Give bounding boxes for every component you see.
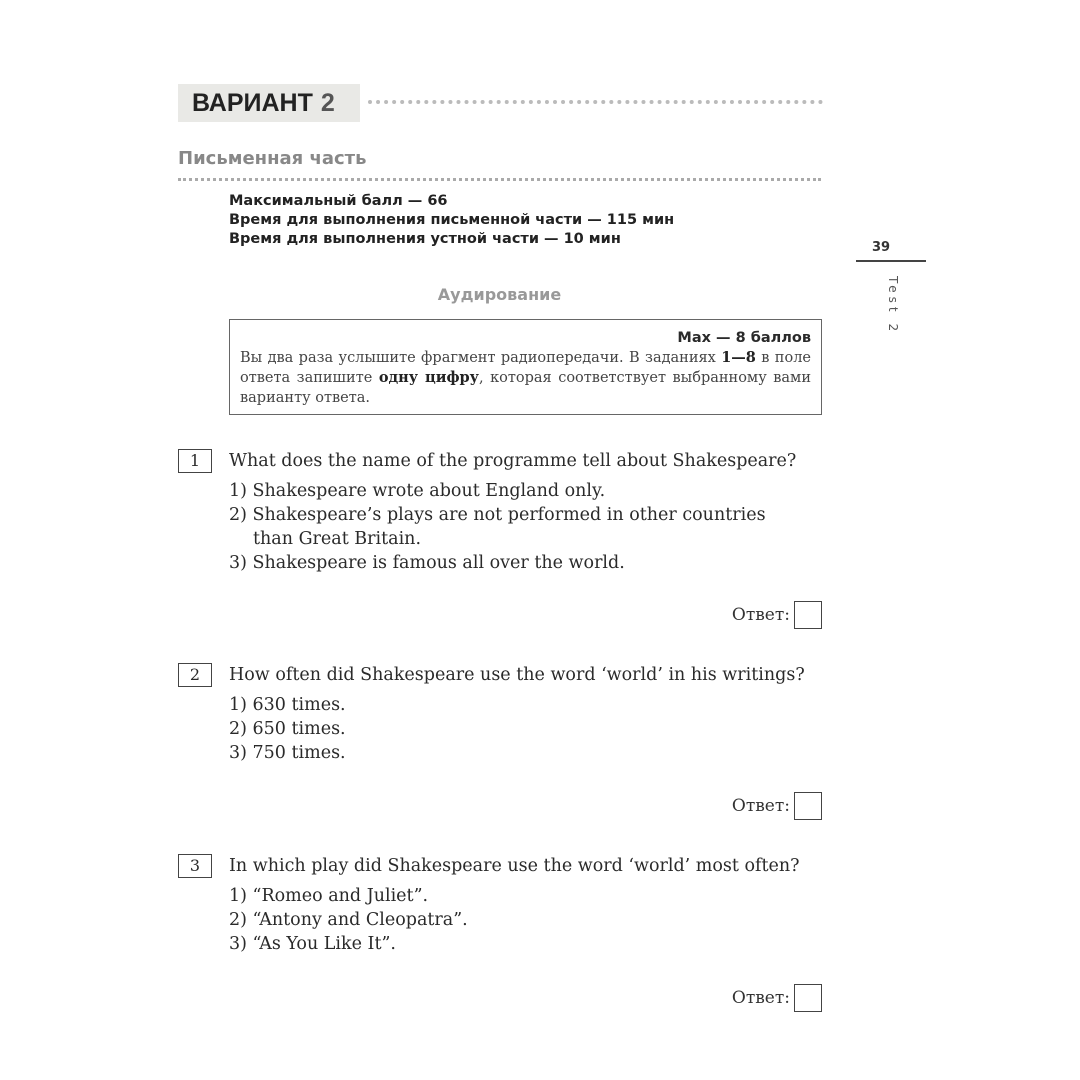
option-1: 1) Shakespeare wrote about England only. xyxy=(229,481,606,501)
option-2: 2) “Antony and Cleopatra”. xyxy=(229,910,468,930)
option-3: 3) Shakespeare is famous all over the world. xyxy=(229,553,625,573)
instructions-text xyxy=(240,348,811,408)
question-text: What does the name of the programme tell about Shakespeare? xyxy=(229,451,797,471)
page-number-rule xyxy=(856,260,926,262)
question-2 xyxy=(178,663,822,823)
info-written-time: Время для выполнения письменной части — 115 мин xyxy=(229,212,675,228)
info-oral-time: Время для выполнения устной части — 10 мин xyxy=(229,231,621,247)
instr-part: Вы два раза услышите фрагмент радиопередачи. В заданиях xyxy=(240,350,722,366)
dotted-divider xyxy=(368,100,823,104)
instr-part: в поле ответа запишите xyxy=(240,350,811,386)
answer-label: Ответ: xyxy=(731,796,790,816)
instr-bold: одну цифру xyxy=(378,369,479,386)
option-2: 2) 650 times. xyxy=(229,719,346,739)
variant-label: ВАРИАНТ xyxy=(192,89,313,117)
answer-input[interactable] xyxy=(794,984,822,1012)
instructions-box xyxy=(229,319,822,415)
variant-number: 2 xyxy=(320,89,335,117)
question-1 xyxy=(178,449,822,629)
question-number: 3 xyxy=(178,854,212,878)
option-1: 1) “Romeo and Juliet”. xyxy=(229,886,429,906)
answer-label: Ответ: xyxy=(731,605,790,625)
question-number: 2 xyxy=(178,663,212,687)
option-2 xyxy=(229,503,822,551)
answer-input[interactable] xyxy=(794,601,822,629)
question-text: In which play did Shakespeare use the word ‘world’ most often? xyxy=(229,856,800,876)
page-number: 39 xyxy=(872,240,891,255)
option-3: 3) “As You Like It”. xyxy=(229,934,396,954)
answer-field xyxy=(732,792,822,820)
section-divider xyxy=(178,178,821,181)
instr-part: , которая соответствует выбранному вами варианту ответа. xyxy=(240,370,811,406)
info-max-score: Максимальный балл — 66 xyxy=(229,193,448,209)
exam-info xyxy=(229,192,674,249)
running-title: Test 2 xyxy=(886,276,900,336)
question-text: How often did Shakespeare use the word ‘world’ in his writings? xyxy=(229,665,805,685)
option-2-text: 2) Shakespeare’s plays are not performed in other countries xyxy=(229,505,766,525)
variant-heading xyxy=(178,84,360,122)
answer-input[interactable] xyxy=(794,792,822,820)
option-1: 1) 630 times. xyxy=(229,695,346,715)
option-3: 3) 750 times. xyxy=(229,743,346,763)
option-2-cont: than Great Britain. xyxy=(253,529,422,549)
question-number: 1 xyxy=(178,449,212,473)
answer-field xyxy=(732,984,822,1012)
answer-field xyxy=(732,601,822,629)
max-points: Max — 8 баллов xyxy=(677,330,811,346)
instr-range: 1—8 xyxy=(721,349,756,366)
answer-label: Ответ: xyxy=(731,988,790,1008)
listening-title: Аудирование xyxy=(437,285,562,304)
question-3 xyxy=(178,854,822,1024)
section-title: Письменная часть xyxy=(178,148,367,169)
